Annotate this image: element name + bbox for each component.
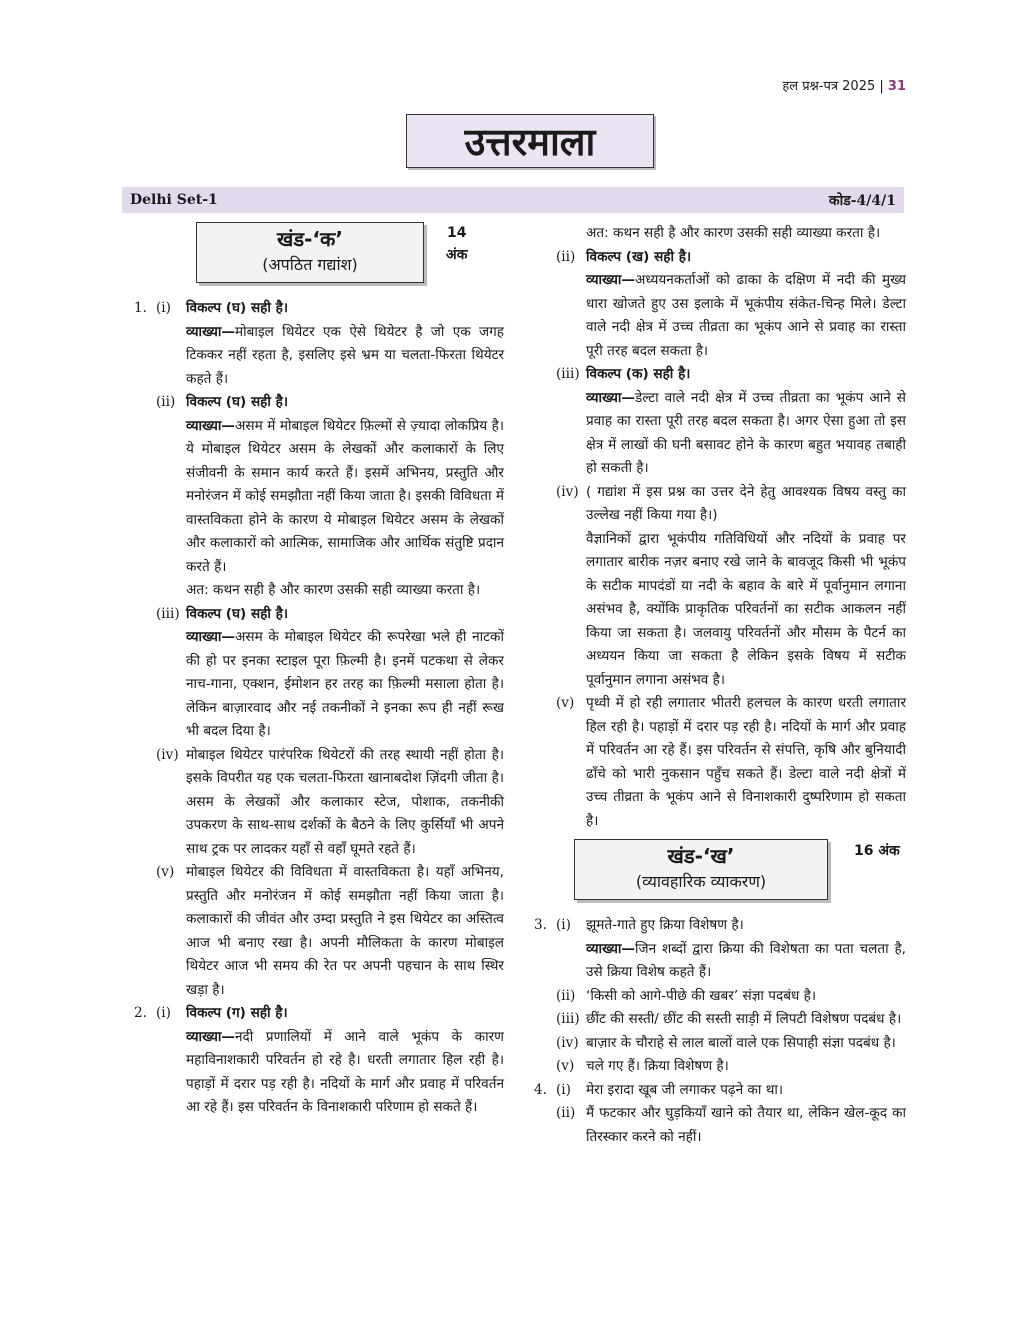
answer-text: ‘किसी को आगे-पीछे की खबर’ संज्ञा पदबंध है। — [586, 987, 817, 1004]
sub-number: (i) — [156, 300, 171, 316]
answer-item — [556, 246, 906, 270]
answer-item — [156, 391, 504, 415]
answer-item — [556, 985, 906, 1009]
answer-option: विकल्प (ख) सही है। — [586, 248, 692, 265]
sub-number: (ii) — [156, 394, 176, 410]
set-bar — [122, 187, 904, 213]
explanation — [186, 1026, 504, 1120]
explanation-label: व्याख्या— — [586, 272, 636, 288]
answer-text: झूमते-गाते हुए क्रिया विशेषण है। — [586, 917, 744, 933]
section-ka-header — [196, 222, 504, 283]
sub-number: (iv) — [156, 746, 179, 763]
answer-note: ( गद्यांश में इस प्रश्न का उत्तर देने हेतु आवश्यक विषय वस्तु का उल्लेख नहीं किया गया है।) — [586, 483, 906, 523]
answer-option: विकल्प (घ) सही है। — [186, 394, 289, 410]
answer-item — [556, 1102, 906, 1149]
section-kha-box — [574, 839, 828, 900]
explanation-label: व्याख्या— — [186, 417, 236, 434]
answer-item — [556, 1008, 906, 1032]
answer-text: वैज्ञानिकों द्वारा भूकंपीय गतिविधियों और नदियों के प्रवाह पर लगातार बारीक नज़र बनाए रखे जाने के बावजूद किसी भी भूकंप के सटीक मापदंडों या नदी के बहाव के बारे में पूर्वानुमान लगाना असंभव है, क्योंकि प्राकृतिक परिवर्तनों का सटीक आकलन नहीं किया जा सकता है। जलवायु परिवर्तनों और मौसम के पैटर्न का अध्ययन किया जा सकता है लेकिन इसके विषय में सटीक पूर्वानुमान लगाना असंभव है। — [586, 530, 906, 688]
section-kha-header — [574, 839, 906, 900]
page-number: 31 — [887, 79, 906, 94]
conclusion: अत: कथन सही है और कारण उसकी सही व्याख्या करता है। — [586, 225, 881, 241]
explanation-text: असम के मोबाइल थियेटर की रूपरेखा भले ही नाटकों की हो पर इनका स्टाइल पूरा फ़िल्मी है। इनमें पटकथा से लेकर नाच-गाना, एक्शन, ईमोशन हर तरह का फ़िल्मी मसाला होता है। लेकिन बाज़ारवाद और नई तकनीकों ने इनका रूप ही नहीं रूख भी बदल दिया है। — [186, 629, 504, 739]
explanation-label: व्याख्या— — [186, 323, 236, 340]
sub-number: (iii) — [556, 1011, 580, 1027]
answer-option: विकल्प (क) सही है। — [586, 366, 691, 382]
answer-text: मोबाइल थियेटर पारंपरिक थियेटरों की तरह स्थायी नहीं होता है। इसके विपरीत यह एक चलता-फिरता खानाबदोश ज़िंदगी जीता है। असम के लेखकों और कलाकार स्टेज, पोशाक, तकनीकी उपकरण के साथ-साथ दर्शकों के बैठने के लिए कुर्सियाँ भी अपने साथ ट्रक पर लादकर यहाँ से वहाँ घूमते रहते हैं। — [186, 746, 504, 857]
explanation-text: अध्ययनकर्ताओं को ढाका के दक्षिण में नदी की मुख्य धारा खोजते हुए उस इलाके में भूकंपीय संकेत-चिन्ह मिले। डेल्टा वाले नदी क्षेत्र में उच्च तीव्रता का भूकंप आने से प्रवाह का रास्ता पूरी तरह बदल सकता है। — [586, 272, 906, 359]
sub-number: (ii) — [556, 987, 576, 1004]
set-code: कोड-4/4/1 — [828, 192, 896, 209]
question-number: 1. — [134, 300, 147, 316]
sub-number: (ii) — [556, 248, 576, 265]
section-kha-subtitle: (व्यावहारिक व्याकरण) — [635, 872, 767, 891]
answer-text: बाज़ार के चौराहे से लाल बालों वाले एक सिपाही संज्ञा पदबंध है। — [586, 1034, 896, 1051]
answer-option: विकल्प (घ) सही है। — [186, 605, 289, 622]
conclusion: अत: कथन सही है और कारण उसकी सही व्याख्या करता है। — [186, 582, 481, 598]
explanation-label: व्याख्या— — [186, 1028, 236, 1045]
explanation-label: व्याख्या— — [186, 629, 236, 645]
page-header — [782, 76, 906, 94]
section-kha-title: खंड-‘ख’ — [667, 844, 735, 868]
answer-text: मेरा इरादा खूब जी लगाकर पढ़ने का था। — [586, 1081, 784, 1098]
left-column — [134, 222, 504, 1120]
answer-option: विकल्प (घ) सही है। — [186, 300, 289, 316]
sub-number: (iv) — [556, 1034, 579, 1051]
set-name: Delhi Set-1 — [130, 192, 218, 208]
sub-number: (i) — [556, 1081, 571, 1098]
explanation-label: व्याख्या— — [586, 940, 636, 957]
page-title: उत्तरमाला — [406, 114, 654, 168]
marks-word: अंक — [446, 247, 468, 263]
answer-text: चले गए हैं। क्रिया विशेषण है। — [586, 1058, 729, 1074]
running-title: हल प्रश्न-पत्र 2025 | — [782, 79, 884, 94]
answer-item — [134, 297, 504, 321]
question-number: 3. — [534, 917, 547, 933]
section-ka-marks — [446, 222, 467, 266]
sub-number: (i) — [156, 1005, 171, 1021]
explanation-text: डेल्टा वाले नदी क्षेत्र में उच्च तीव्रता का भूकंप आने से प्रवाह का रास्ता पूरी तरह बदल सकता है। अगर ऐसा हुआ तो इस क्षेत्र में लाखों की घनी बसावट होने के कारण बहुत भयावह तबाही हो सकती है। — [586, 389, 906, 476]
answer-item — [156, 861, 504, 1002]
sub-number: (iii) — [556, 366, 580, 382]
answer-item — [556, 363, 906, 387]
question-number: 4. — [534, 1081, 547, 1098]
marks-number: 14 — [446, 225, 467, 241]
answer-item — [556, 481, 906, 528]
explanation — [586, 938, 906, 985]
section-ka-subtitle: (अपठित गद्यांश) — [262, 255, 358, 274]
answer-item — [156, 744, 504, 862]
section-ka-title: खंड-‘क’ — [277, 227, 343, 251]
explanation-text: जिन शब्दों द्वारा क्रिया की विशेषता का पता चलता है, उसे क्रिया विशेष कहते हैं। — [586, 940, 906, 980]
sub-number: (i) — [556, 917, 571, 933]
answer-text: पृथ्वी में हो रही लगातार भीतरी हलचल के कारण धरती लगातार हिल रही है। पहाड़ों में दरार पड़ रही है। नदियों के मार्ग और प्रवाह में परिवर्तन आ रहे हैं। इस परिवर्तन से संपत्ति, कृषि और बुनियादी ढाँचे को भारी नुकसान पहुँच सकते हैं। डेल्टा वाले नदी क्षेत्रों में उच्च तीव्रता के भूकंप आने से विनाशकारी दुष्परिणाम हो सकता है। — [586, 695, 906, 829]
answer-item — [556, 692, 906, 833]
answer-item — [134, 1002, 504, 1026]
answer-text: मैं फटकार और घुड़कियाँ खाने को तैयार था, लेकिन खेल-कूद का तिरस्कार करने को नहीं। — [586, 1105, 906, 1145]
explanation — [586, 269, 906, 363]
sub-number: (v) — [556, 695, 575, 711]
sub-number: (iv) — [556, 483, 579, 500]
answer-option: विकल्प (ग) सही है। — [186, 1005, 288, 1021]
explanation — [186, 321, 504, 392]
explanation — [186, 626, 504, 744]
explanation-text: मोबाइल थियेटर एक ऐसे थियेटर है जो एक जगह टिककर नहीं रहता है, इसलिए इसे भ्रम या चलता-फिरता थियेटर कहते हैं। — [186, 323, 504, 387]
answer-item — [556, 1032, 906, 1056]
section-kha-marks: 16 अंक — [854, 843, 900, 859]
explanation — [186, 415, 504, 580]
explanation-text: असम में मोबाइल थियेटर फ़िल्मों से ज़्यादा लोकप्रिय है। ये मोबाइल थियेटर असम के लेखकों और कलाकारों के लिए संजीवनी के समान कार्य करते हैं। इसमें अभिनय, प्रस्तुति और मनोरंजन में कोई समझौता नहीं किया जाता है। इसकी विविधता में वास्तविकता होने के कारण ये मोबाइल थियेटर असम के लेखकों और कलाकारों को आत्मिक, सामाजिक और आर्थिक संतुष्टि प्रदान करते हैं। — [186, 417, 504, 575]
section-ka-box — [196, 222, 424, 283]
sub-number: (ii) — [556, 1105, 576, 1121]
question-number: 2. — [134, 1005, 147, 1021]
right-column — [534, 222, 906, 1149]
explanation-label: व्याख्या— — [586, 389, 636, 406]
answer-text: छींट की सस्ती/ छींट की सस्ती साड़ी में लिपटी विशेषण पदबंध है। — [586, 1011, 902, 1027]
answer-item — [156, 603, 504, 627]
sub-number: (v) — [556, 1058, 575, 1074]
answer-text: मोबाइल थियेटर की विविधता में वास्तविकता है। यहाँ अभिनय, प्रस्तुति और मनोरंजन में कोई समझौता नहीं किया जाता है। कलाकारों की जीवंत और उम्दा प्रस्तुति ने इस थियेटर का अस्तित्व आज भी बनाए रखा है। अपनी मौलिकता के कारण मोबाइल थियेटर आज भी समय की रेत पर अपनी पहचान के साथ स्थिर खड़ा है। — [186, 864, 504, 998]
answer-item — [534, 1079, 906, 1103]
explanation-text: नदी प्रणालियों में आने वाले भूकंप के कारण महाविनाशकारी परिवर्तन हो रहे है। धरती लगातार हिल रही है। पहाड़ों में दरार पड़ रही है। नदियों के मार्ग और प्रवाह में परिवर्तन आ रहे हैं। इस परिवर्तन के विनाशकारी परिणाम हो सकते हैं। — [186, 1028, 504, 1115]
answer-item — [556, 1055, 906, 1079]
answer-item — [534, 914, 906, 938]
sub-number: (v) — [156, 864, 175, 880]
sub-number: (iii) — [156, 605, 180, 622]
explanation — [586, 387, 906, 481]
